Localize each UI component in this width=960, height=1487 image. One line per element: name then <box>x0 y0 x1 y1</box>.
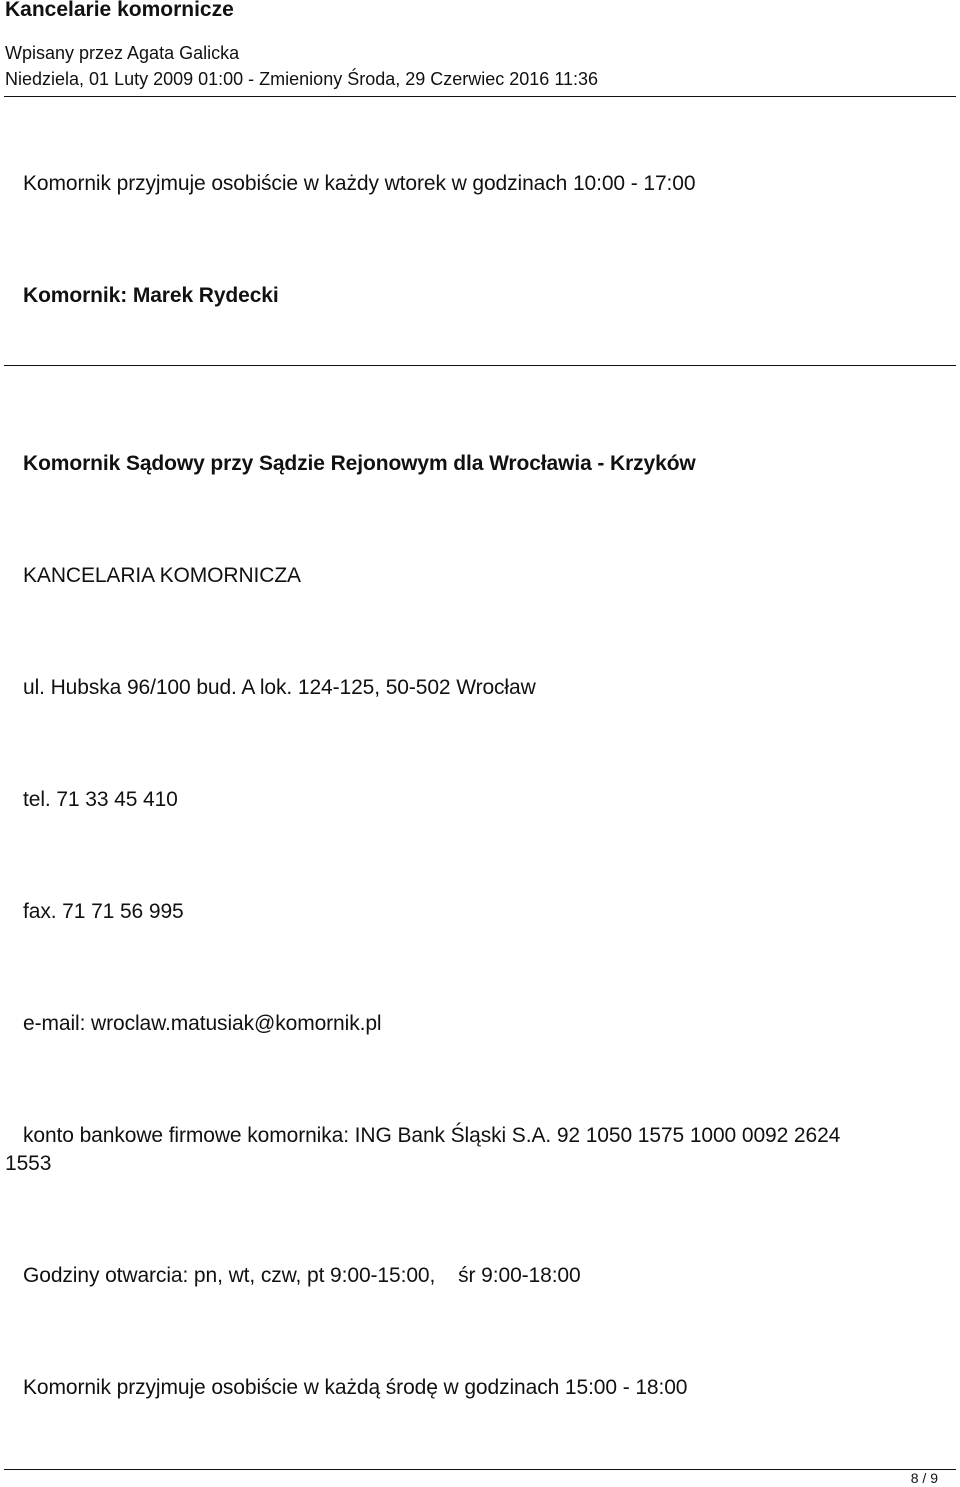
date-line: Niedziela, 01 Luty 2009 01:00 - Zmieniony Środa, 29 Czerwiec 2016 11:36 <box>5 69 599 89</box>
email-text: e-mail: wroclaw.matusiak@komornik.pl <box>23 1012 382 1035</box>
phone-text: tel. 71 33 45 410 <box>23 788 178 811</box>
page-number: 8 / 9 <box>910 1470 938 1486</box>
court-name: Komornik Sądowy przy Sądzie Rejonowym dla Wrocławia - Krzyków <box>23 452 696 475</box>
section-divider <box>4 365 956 366</box>
footer-divider <box>4 1469 956 1470</box>
author-line: Wpisany przez Agata Galicka <box>5 43 240 63</box>
address-text: ul. Hubska 96/100 bud. A lok. 124-125, 50-502 Wrocław <box>23 676 536 699</box>
bank-account-text: konto bankowe firmowe komornika: ING Bank Śląski S.A. 92 1050 1575 1000 0092 2624 <box>23 1124 841 1147</box>
header-divider <box>4 96 956 97</box>
wednesday-hours-text: Komornik przyjmuje osobiście w każdą środę w godzinach 15:00 - 18:00 <box>23 1376 688 1399</box>
bailiff-name: Komornik: Marek Rydecki <box>23 284 279 307</box>
office-name: KANCELARIA KOMORNICZA <box>23 564 301 587</box>
page-title: Kancelarie komornicze <box>5 0 234 21</box>
tuesday-hours-text: Komornik przyjmuje osobiście w każdy wtorek w godzinach 10:00 - 17:00 <box>23 172 696 195</box>
opening-hours-text: Godziny otwarcia: pn, wt, czw, pt 9:00-15:00, śr 9:00-18:00 <box>23 1264 581 1287</box>
bank-account-text-continued: 1553 <box>5 1152 52 1175</box>
fax-text: fax. 71 71 56 995 <box>23 900 184 923</box>
